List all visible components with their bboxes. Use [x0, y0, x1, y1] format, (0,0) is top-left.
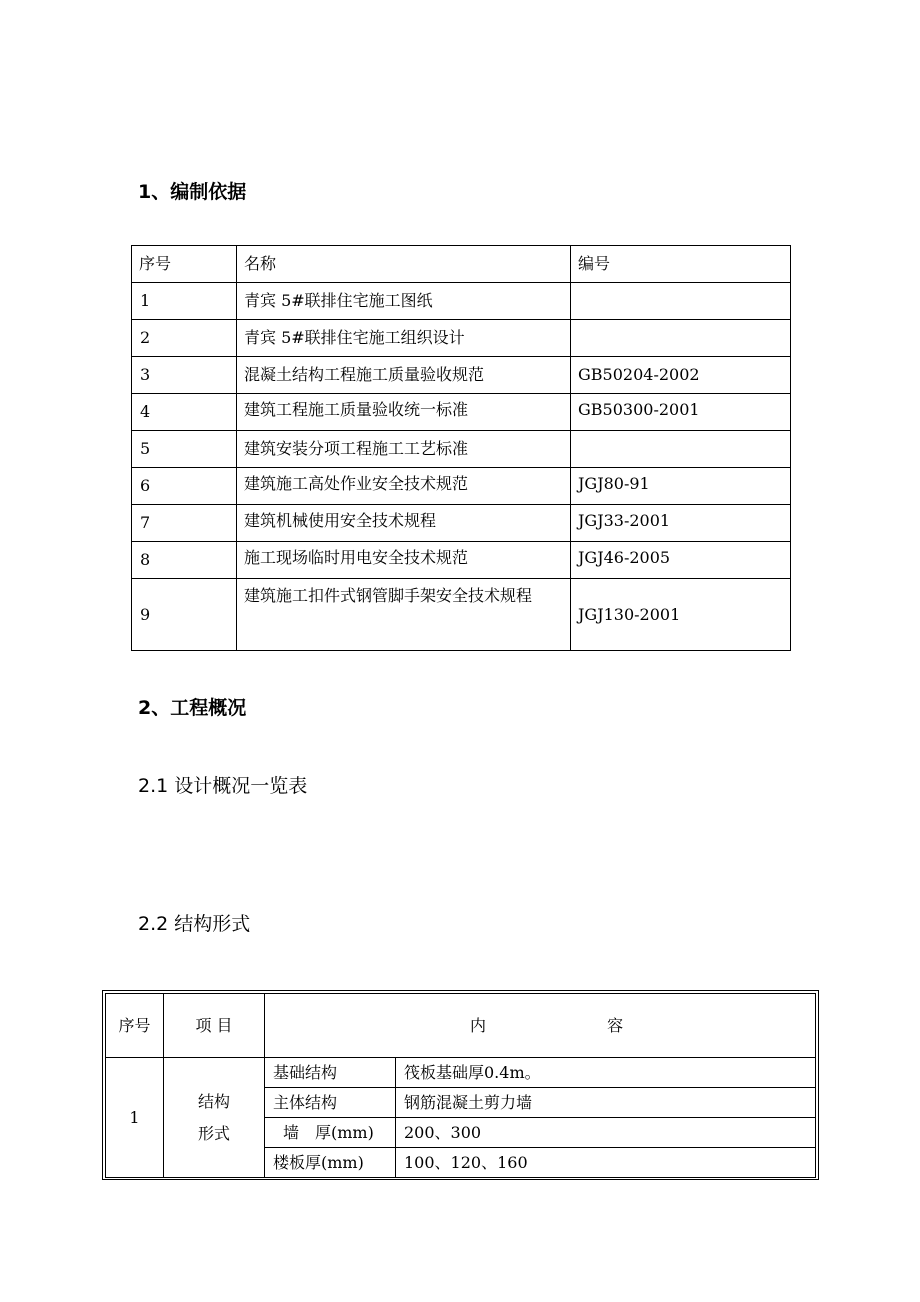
structure-table — [105, 993, 816, 1178]
row-no: 8 — [132, 542, 237, 579]
row-code: JGJ46-2005 — [571, 542, 791, 579]
structure-item-line1: 结构 — [197, 1091, 230, 1111]
row-code: GB50300-2001 — [571, 394, 791, 431]
row-name: 青宾 5#联排住宅施工组织设计 — [237, 320, 571, 357]
row-name: 青宾 5#联排住宅施工图纸 — [237, 283, 571, 320]
section-1-title: 1、编制依据 — [138, 181, 247, 203]
row-name: 建筑施工扣件式钢管脚手架安全技术规程 — [237, 579, 571, 651]
header-name: 名称 — [237, 246, 571, 283]
row-no: 1 — [132, 283, 237, 320]
row-no: 3 — [132, 357, 237, 394]
subsection-2-1-title: 2.1 设计概况一览表 — [138, 775, 308, 797]
table-row — [132, 320, 791, 357]
table-row — [132, 542, 791, 579]
header-no: 序号 — [132, 246, 237, 283]
table-row — [132, 468, 791, 505]
table-header-row — [132, 246, 791, 283]
structure-label: 墙 厚(mm) — [265, 1118, 396, 1148]
structure-value: 钢筋混凝土剪力墙 — [396, 1088, 816, 1118]
basis-table — [131, 245, 791, 651]
row-code — [571, 431, 791, 468]
row-name: 建筑工程施工质量验收统一标准 — [237, 394, 571, 431]
row-no: 5 — [132, 431, 237, 468]
row-name: 建筑安装分项工程施工工艺标准 — [237, 431, 571, 468]
structure-value: 100、120、160 — [396, 1148, 816, 1178]
row-code: JGJ130-2001 — [571, 579, 791, 651]
structure-label: 基础结构 — [265, 1058, 396, 1088]
row-code — [571, 320, 791, 357]
header-content — [265, 994, 816, 1058]
row-no: 9 — [132, 579, 237, 651]
table-row — [132, 357, 791, 394]
row-code: JGJ80-91 — [571, 468, 791, 505]
structure-row-no: 1 — [106, 1058, 164, 1178]
table-row — [132, 579, 791, 651]
header-code: 编号 — [571, 246, 791, 283]
structure-item — [164, 1058, 265, 1178]
subsection-2-2-title: 2.2 结构形式 — [138, 913, 251, 935]
row-no: 7 — [132, 505, 237, 542]
header-no: 序号 — [106, 994, 164, 1058]
structure-header-row — [106, 994, 816, 1058]
structure-value: 200、300 — [396, 1118, 816, 1148]
table-row — [132, 505, 791, 542]
structure-label: 主体结构 — [265, 1088, 396, 1118]
row-name: 混凝土结构工程施工质量验收规范 — [237, 357, 571, 394]
table-row — [132, 283, 791, 320]
header-content-1: 内 — [470, 1015, 487, 1035]
row-code: GB50204-2002 — [571, 357, 791, 394]
structure-label: 楼板厚(mm) — [265, 1148, 396, 1178]
structure-table-frame — [102, 990, 819, 1180]
row-code — [571, 283, 791, 320]
structure-item-line2: 形式 — [197, 1123, 230, 1143]
table-row — [132, 431, 791, 468]
row-no: 2 — [132, 320, 237, 357]
row-no: 4 — [132, 394, 237, 431]
header-content-2: 容 — [607, 1015, 624, 1035]
header-item: 项 目 — [164, 994, 265, 1058]
row-name: 建筑机械使用安全技术规程 — [237, 505, 571, 542]
structure-value: 筏板基础厚0.4m。 — [396, 1058, 816, 1088]
row-name: 建筑施工高处作业安全技术规范 — [237, 468, 571, 505]
row-name: 施工现场临时用电安全技术规范 — [237, 542, 571, 579]
table-row — [132, 394, 791, 431]
structure-row — [106, 1058, 816, 1088]
section-2-title: 2、工程概况 — [138, 697, 247, 719]
row-code: JGJ33-2001 — [571, 505, 791, 542]
row-no: 6 — [132, 468, 237, 505]
